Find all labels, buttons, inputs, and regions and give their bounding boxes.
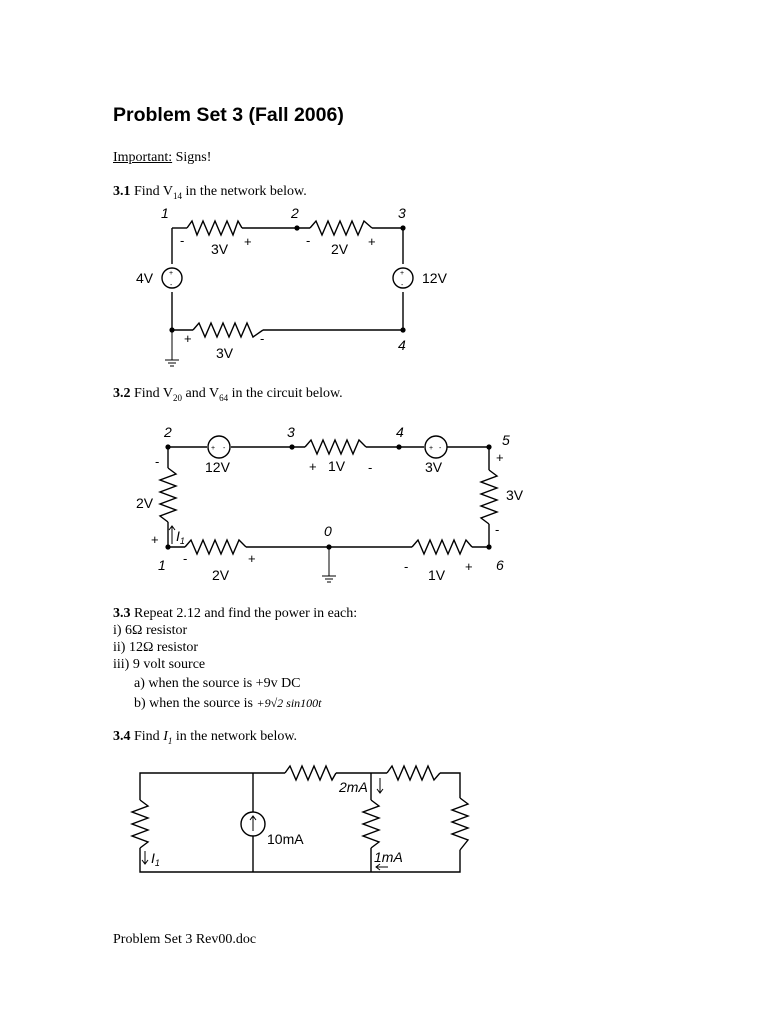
source-minus-sign: - [439, 445, 442, 452]
source-label-12v: 12V [422, 270, 447, 286]
node-label-1: 1 [158, 557, 166, 573]
node-label-3: 3 [287, 424, 295, 440]
problem-number: 3.4 [113, 729, 131, 744]
polarity-sign: - [180, 233, 185, 248]
node-label-2: 2 [164, 424, 172, 440]
polarity-sign: + [184, 331, 192, 346]
case-a: a) when the source is +9v DC [134, 676, 301, 691]
page-title: Problem Set 3 (Fall 2006) [113, 104, 344, 126]
node-label-4: 4 [396, 424, 404, 440]
node-label-5: 5 [502, 432, 510, 448]
current-label-1ma: 1mA [374, 849, 403, 865]
subscript: 20 [173, 392, 183, 403]
resistor-right [452, 798, 468, 850]
prompt-text: and V [182, 386, 220, 401]
polarity-sign: - [260, 331, 265, 346]
important-text: Signs! [172, 150, 212, 165]
voltage-label: 2V [212, 567, 230, 583]
wire [440, 773, 460, 798]
voltage-label: 3V [216, 345, 234, 361]
resistor-top-right [387, 766, 440, 780]
subscript: 1 [167, 735, 173, 746]
voltage-label: 2V [331, 241, 349, 257]
problem-number: 3.1 [113, 184, 131, 199]
current-subscript: 1 [154, 858, 160, 868]
source-plus-sign: + [400, 270, 405, 277]
resistor-middle [363, 800, 379, 848]
current-label-i1 [151, 850, 160, 868]
polarity-sign: - [306, 233, 311, 248]
list-item: i) 6Ω resistor [113, 623, 188, 638]
resistor-top-left [285, 766, 336, 780]
polarity-sign: - [155, 454, 160, 469]
polarity-sign: - [404, 559, 409, 574]
wire [140, 773, 285, 800]
source-label-4v: 4V [136, 270, 154, 286]
polarity-sign: + [244, 234, 252, 249]
current-subscript: 1 [179, 536, 185, 546]
wire [140, 848, 460, 872]
polarity-sign: + [368, 234, 376, 249]
voltage-label: 3V [506, 487, 524, 503]
source-plus-sign: + [429, 445, 434, 452]
current-symbol: I [176, 528, 180, 544]
source-plus-sign: + [211, 445, 216, 452]
case-b-expression: +9√2 sin100t [256, 696, 322, 710]
voltage-label: 1V [328, 458, 346, 474]
case-b-text: b) when the source is [134, 696, 257, 711]
node-label-1: 1 [161, 205, 169, 221]
list-item: iii) 9 volt source [113, 657, 206, 672]
prompt-text: in the network below. [182, 184, 307, 199]
node-label-2: 2 [291, 205, 299, 221]
source-plus-sign: + [169, 270, 174, 277]
prompt-text: Repeat 2.12 and find the power in each: [130, 606, 358, 621]
list-item: ii) 12Ω resistor [113, 640, 199, 655]
voltage-label: 1V [428, 567, 446, 583]
current-symbol: I [151, 850, 155, 866]
node-label-0: 0 [324, 523, 332, 539]
current-label-2ma: 2mA [339, 779, 368, 795]
voltage-label: 3V [211, 241, 229, 257]
source-label-3v: 3V [425, 459, 443, 475]
current-source-label: 10mA [267, 831, 304, 847]
node-label-4: 4 [398, 337, 406, 353]
polarity-sign: - [368, 460, 373, 475]
polarity-sign: + [248, 551, 256, 566]
prompt-text: in the circuit below. [228, 386, 343, 401]
page-footer: Problem Set 3 Rev00.doc [113, 932, 257, 947]
problem-number: 3.2 [113, 386, 131, 401]
polarity-sign: + [496, 450, 504, 465]
prompt-text: Find V [130, 184, 174, 199]
polarity-sign: + [151, 532, 159, 547]
important-label: Important: [113, 150, 173, 165]
polarity-sign: - [495, 522, 500, 537]
node-label-6: 6 [496, 557, 504, 573]
variable: I [163, 729, 168, 744]
problem-number: 3.3 [113, 606, 131, 621]
subscript: 14 [173, 190, 183, 201]
voltage-label: 2V [136, 495, 154, 511]
subscript: 64 [219, 392, 229, 403]
polarity-sign: + [465, 559, 473, 574]
resistor-left [132, 800, 148, 848]
source-minus-sign: - [223, 445, 226, 452]
node-label-3: 3 [398, 205, 406, 221]
source-minus-sign: - [170, 282, 173, 289]
prompt-text: Find V [130, 386, 174, 401]
polarity-sign: + [309, 459, 317, 474]
prompt-text: in the network below. [172, 729, 298, 744]
prompt-text: Find [130, 729, 164, 744]
source-label-12v: 12V [205, 459, 230, 475]
polarity-sign: - [183, 551, 188, 566]
source-minus-sign: - [401, 282, 404, 289]
